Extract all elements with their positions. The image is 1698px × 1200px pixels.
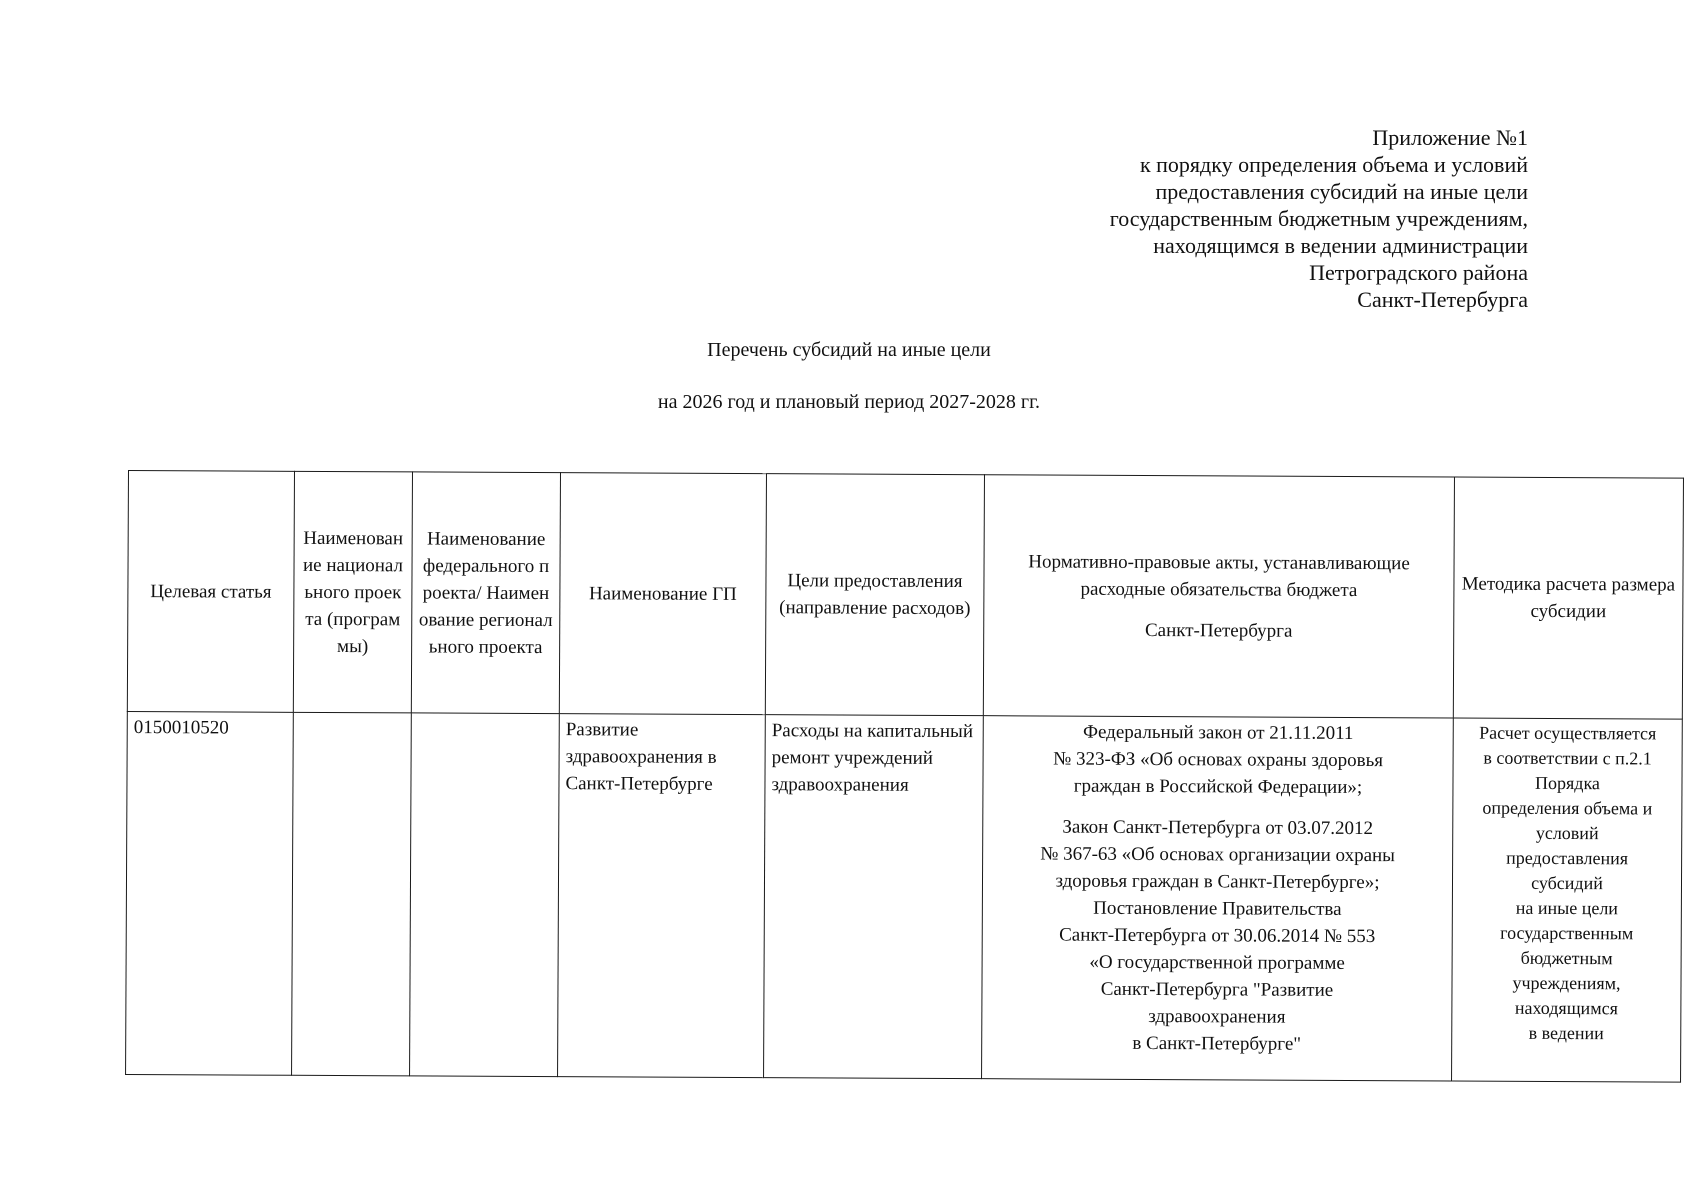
npa-line: № 323-ФЗ «Об основах охраны здоровья <box>1053 748 1384 772</box>
cell-federal-project <box>410 713 560 1077</box>
appendix-line: государственным бюджетным учреждениям, <box>1109 206 1528 231</box>
npa-line: «О государственной программе <box>1089 951 1345 974</box>
table-header-row <box>127 471 1683 720</box>
method-line: государственным <box>1500 922 1634 944</box>
table-row <box>126 711 1683 1082</box>
document-subtitle: на 2026 год и плановый период 2027-2028 гг. <box>657 391 1041 413</box>
method-line: Расчет осуществляется <box>1479 722 1657 744</box>
method-line: в соответствии с п.2.1 <box>1483 747 1652 769</box>
npa-line: Закон Санкт-Петербурга от 03.07.2012 <box>1062 816 1374 840</box>
header-federal-project: Наименование федерального проекта/ Наименование регионального проекта <box>411 472 560 714</box>
npa-line: Федеральный закон от 21.11.2011 <box>1082 721 1354 744</box>
header-normative-acts <box>983 475 1454 718</box>
cell-goal: Расходы на капитальный ремонт учреждений здравоохранения <box>764 715 984 1079</box>
method-line: субсидий <box>1531 872 1603 894</box>
method-line: определения объема и <box>1482 797 1653 819</box>
npa-line: Санкт-Петербурга от 30.06.2014 № 553 <box>1059 924 1376 948</box>
npa-line: здоровья граждан в Санкт-Петербурге»; <box>1055 870 1380 894</box>
method-line: предоставления <box>1506 847 1629 869</box>
appendix-block <box>1110 124 1528 313</box>
appendix-line: Санкт-Петербурга <box>1357 287 1528 312</box>
method-line: Порядка <box>1534 772 1600 794</box>
method-line: условий <box>1535 822 1599 844</box>
header-gp-name: Наименование ГП <box>559 473 766 715</box>
cell-national-project <box>292 712 412 1076</box>
npa-line: в Санкт-Петербурге" <box>1132 1032 1302 1055</box>
header-method: Методика расчета размера субсидии <box>1453 477 1683 719</box>
npa-line: № 367-63 «Об основах организации охраны <box>1040 843 1396 867</box>
header-normative-acts-city: Санкт-Петербурга <box>1144 619 1293 642</box>
appendix-line: находящимся в ведении администрации <box>1153 233 1528 258</box>
npa-line: Постановление Правительства <box>1093 897 1342 920</box>
header-normative-acts-text: Нормативно-правовые акты, устанавливающие расходные обязательства бюджета <box>1028 550 1410 601</box>
header-national-project: Наименование национального проекта (программы) <box>293 471 412 713</box>
method-line: бюджетным <box>1520 947 1613 969</box>
npa-line: Санкт-Петербурга "Развитие <box>1100 978 1334 1001</box>
npa-line: граждан в Российской Федерации»; <box>1073 775 1363 799</box>
document-title: Перечень субсидий на иные цели <box>707 339 991 361</box>
appendix-line: к порядку определения объема и условий <box>1139 152 1528 177</box>
appendix-line: Приложение №1 <box>1372 125 1528 150</box>
appendix-line: предоставления субсидий на иные цели <box>1155 179 1528 204</box>
method-line: учреждениям, <box>1512 972 1621 994</box>
method-line: находящимся <box>1514 997 1618 1019</box>
cell-method <box>1452 718 1683 1082</box>
cell-gp-name: Развитие здравоохранения в Санкт-Петербурге <box>558 714 766 1078</box>
header-goals: Цели предоставления (направление расходов) <box>765 474 984 716</box>
appendix-line: Петроградского района <box>1309 260 1528 285</box>
subsidy-table <box>125 470 1684 1083</box>
npa-line: здравоохранения <box>1148 1005 1286 1028</box>
cell-normative-acts <box>982 716 1454 1081</box>
header-target-article: Целевая статья <box>127 471 294 713</box>
method-line: в ведении <box>1528 1022 1604 1044</box>
cell-code: 0150010520 <box>126 711 294 1075</box>
method-line: на иные цели <box>1515 897 1619 919</box>
